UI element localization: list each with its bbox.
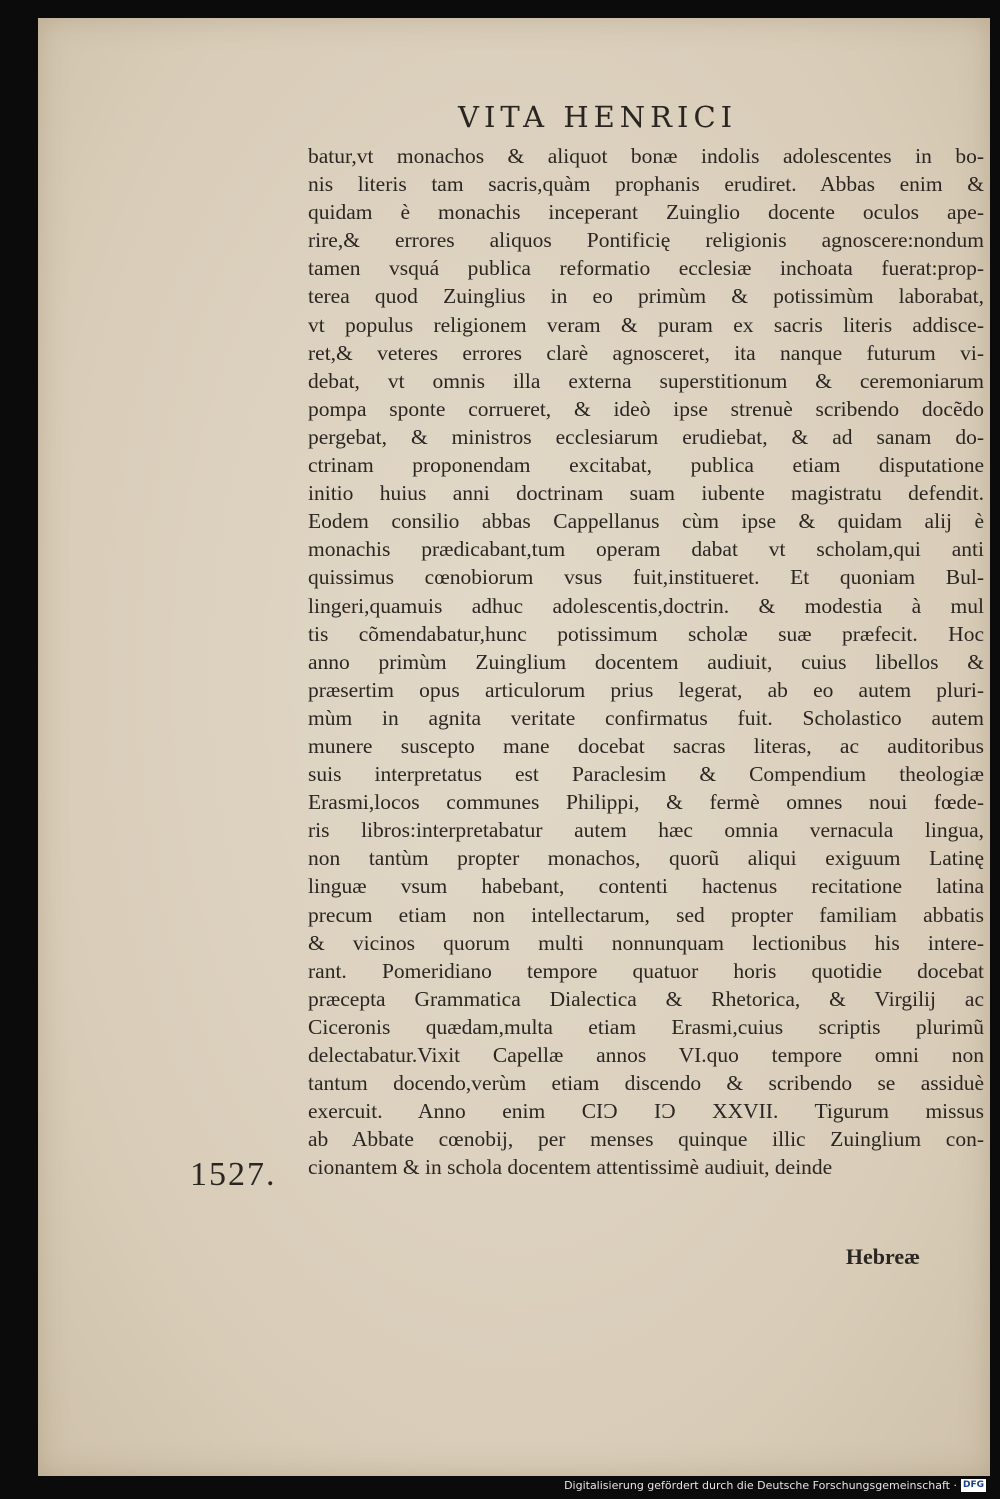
text-line: nis literis tam sacris,quàm prophanis erudiret. Abbas enim &: [308, 172, 984, 197]
text-line: & vicinos quorum multi nonnunquam lectionibus his intere-: [308, 930, 984, 955]
text-line: anno primùm Zuinglium docentem audiuit, cuius libellos &: [308, 649, 984, 674]
text-line: monachis prædicabant,tum operam dabat vt scholam,qui anti: [308, 537, 984, 562]
text-line: Eodem consilio abbas Cappellanus cùm ipse & quidam alij è: [308, 509, 984, 534]
text-line: cionantem & in schola docentem attentissimè audiuit, deinde: [308, 1155, 833, 1180]
text-line: ctrinam proponendam excitabat, publica etiam disputatione: [308, 453, 984, 478]
text-line: mùm in agnita veritate confirmatus fuit. Scholastico autem: [308, 705, 984, 730]
text-line: præcepta Grammatica Dialectica & Rhetorica, & Virgilij ac: [308, 986, 984, 1011]
text-line: tantum docendo,verùm etiam discendo & scribendo se assiduè: [308, 1071, 984, 1096]
text-line: exercuit. Anno enim CIƆ IƆ XXVII. Tigurum missus: [308, 1099, 984, 1124]
text-line: initio huius anni doctrinam suam iubente magistratu defendit.: [308, 481, 984, 506]
text-line: præsertim opus articulorum prius legerat, ab eo autem pluri-: [308, 677, 984, 702]
text-line: non tantùm propter monachos, quorũ aliqui exiguum Latinę: [308, 846, 984, 871]
text-line: quissimus cœnobiorum vsus fuit,institueret. Et quoniam Bul-: [308, 565, 984, 590]
book-page: [38, 18, 990, 1476]
text-line: lingeri,quamuis adhuc adolescentis,doctrin. & modestia à mul: [308, 593, 984, 618]
text-line: tis cõmendabatur,hunc potissimum scholæ suæ præfecit. Hoc: [308, 621, 984, 646]
text-line: precum etiam non intellectarum, sed propter familiam abbatis: [308, 902, 984, 927]
text-line: munere suscepto mane docebat sacras literas, ac auditoribus: [308, 733, 984, 758]
margin-year: 1527.: [190, 1156, 277, 1193]
text-line: batur,vt monachos & aliquot bonæ indolis adolescentes in bo-: [308, 144, 984, 168]
text-line: delectabatur.Vixit Capellæ annos VI.quo tempore omni non: [308, 1043, 984, 1067]
text-line: pompa sponte corrueret, & ideò ipse strenuè scribendo docẽdo: [308, 396, 984, 421]
dfg-logo-icon: DFG: [962, 1480, 984, 1490]
text-line: Erasmi,locos communes Philippi, & fermè omnes noui fœde-: [308, 790, 984, 815]
digitization-credit: [564, 1479, 986, 1492]
text-line: terea quod Zuinglius in eo primùm & potissimùm laborabat,: [308, 284, 984, 309]
text-line: rant. Pomeridiano tempore quatuor horis quotidie docebat: [308, 958, 984, 983]
credit-text: Digitalisierung gefördert durch die Deutsche Forschungsgemeinschaft ·: [564, 1479, 957, 1492]
text-line: ret,& veteres errores clarè agnosceret, ita nanque futurum vi-: [308, 340, 984, 365]
text-line: vt populus religionem veram & puram ex sacris literis addisce-: [308, 312, 984, 337]
text-line: tamen vsquá publica reformatio ecclesiæ inchoata fuerat:prop-: [308, 256, 984, 281]
text-line: suis interpretatus est Paraclesim & Compendium theologiæ: [308, 762, 984, 787]
text-line: linguæ vsum habebant, contenti hactenus recitatione latina: [308, 874, 984, 899]
text-line: debat, vt omnis illa externa superstitionum & ceremoniarum: [308, 368, 984, 393]
running-head: VITA HENRICI: [458, 100, 738, 134]
text-line: Ciceronis quædam,multa etiam Erasmi,cuius scriptis plurimũ: [308, 1014, 984, 1039]
text-line: ris libros:interpretabatur autem hæc omnia vernacula lingua,: [308, 818, 984, 843]
text-line: pergebat, & ministros ecclesiarum erudiebat, & ad sanam do-: [308, 424, 984, 449]
body-text: [308, 142, 984, 1181]
text-line: quidam è monachis inceperant Zuinglio docente oculos ape-: [308, 200, 984, 225]
catchword: Hebreæ: [845, 1244, 920, 1269]
text-line: rire,& errores aliquos Pontificię religionis agnoscere:nondum: [308, 228, 984, 253]
text-line: ab Abbate cœnobij, per menses quinque illic Zuinglium con-: [308, 1127, 984, 1152]
